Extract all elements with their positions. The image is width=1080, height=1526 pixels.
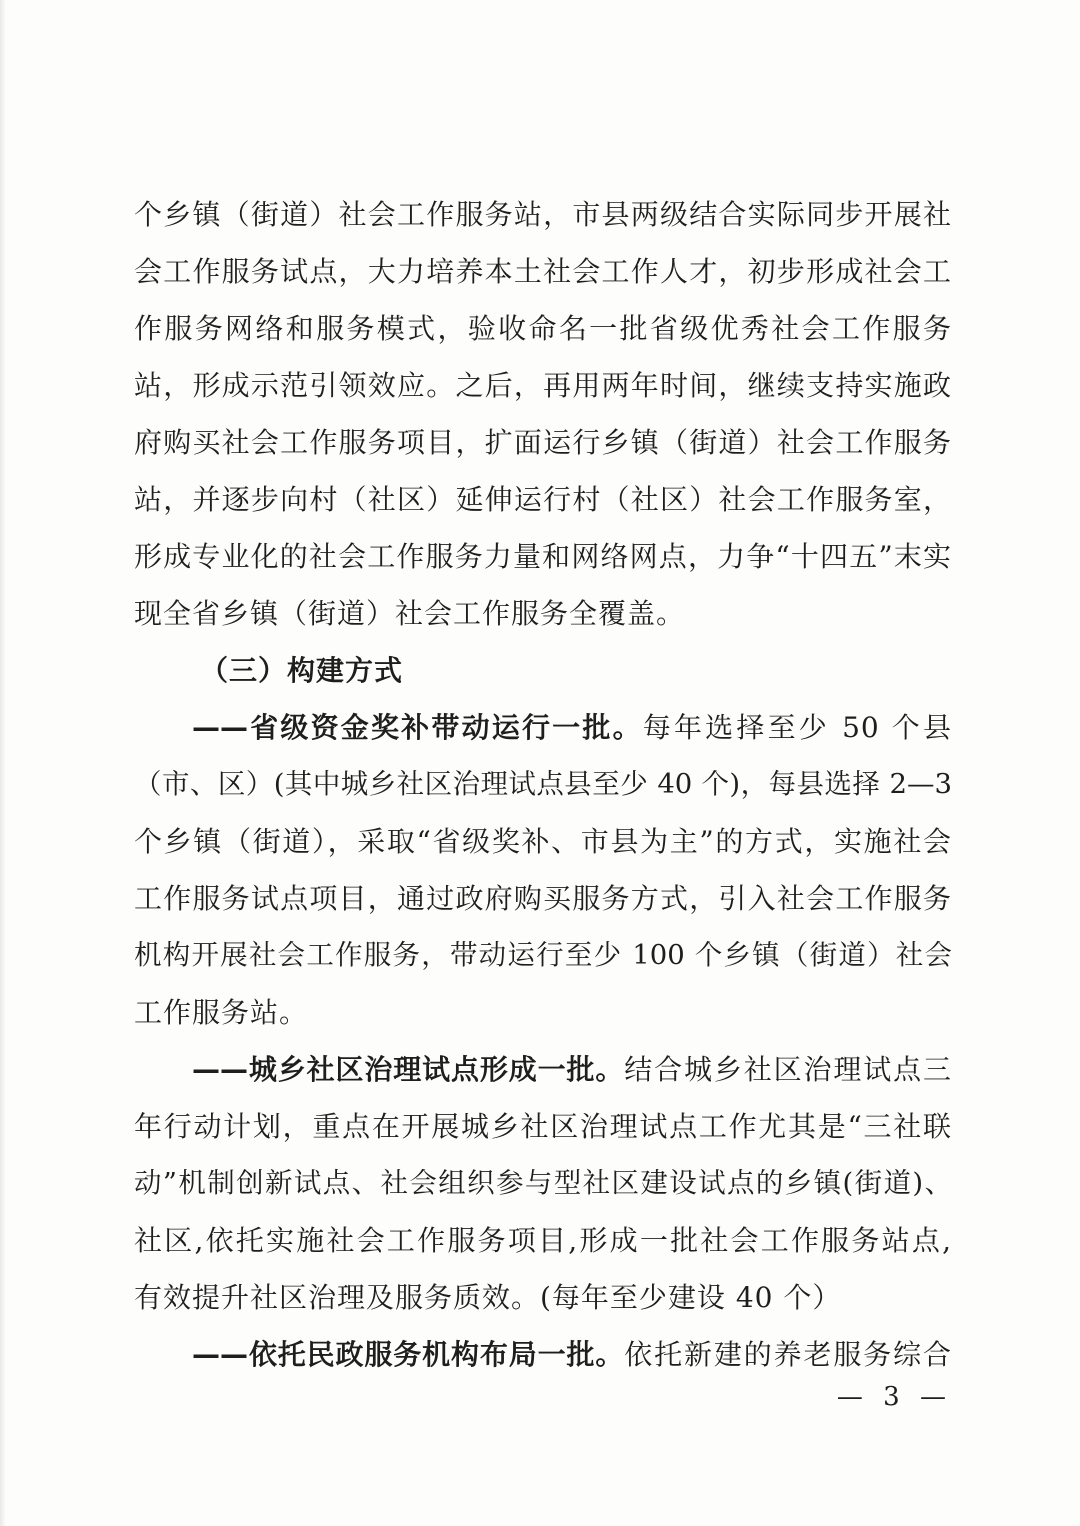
line-text: 形成专业化的社会工作服务力量和网络网点，力争“十四五”末实 — [134, 540, 952, 573]
item-lead: ——依托民政服务机构布局一批。 — [192, 1338, 625, 1371]
line-text: 动”机制创新试点、社会组织参与型社区建设试点的乡镇(街道)、 — [134, 1167, 952, 1199]
text-line-20 — [134, 1269, 952, 1326]
text-line-5 — [134, 414, 952, 471]
text-line-4 — [134, 357, 952, 414]
line-text: 每年选择至少 50 个县 — [642, 711, 952, 744]
text-line-21 — [134, 1326, 952, 1383]
line-text: 个乡镇（街道），采取“省级奖补、市县为主”的方式，实施社会 — [134, 825, 952, 858]
heading-text: （三）构建方式 — [200, 654, 404, 687]
line-text: 会工作服务试点，大力培养本土社会工作人才，初步形成社会工 — [134, 255, 952, 288]
line-text: 有效提升社区治理及服务质效。(每年至少建设 40 个） — [134, 1281, 842, 1314]
line-text: （市、区）(其中城乡社区治理试点县至少 40 个)，每县选择 2—3 — [134, 768, 952, 800]
text-line-8 — [134, 585, 952, 642]
text-line-11 — [134, 756, 952, 813]
section-heading — [134, 642, 952, 699]
text-line-7 — [134, 528, 952, 585]
body-text — [134, 186, 952, 1383]
item-lead: ——城乡社区治理试点形成一批。 — [192, 1053, 625, 1086]
line-text: 社区,依托实施社会工作服务项目,形成一批社会工作服务站点, — [134, 1224, 952, 1257]
text-line-15 — [134, 984, 952, 1041]
line-text: 结合城乡社区治理试点三 — [624, 1053, 952, 1086]
line-text: 工作服务站。 — [134, 996, 309, 1029]
line-text: 年行动计划，重点在开展城乡社区治理试点工作尤其是“三社联 — [134, 1110, 952, 1143]
line-text: 府购买社会工作服务项目，扩面运行乡镇（街道）社会工作服务 — [134, 426, 952, 459]
text-line-1 — [134, 186, 952, 243]
text-line-2 — [134, 243, 952, 300]
scan-edge-shadow — [0, 0, 6, 1526]
item-lead: ——省级资金奖补带动运行一批。 — [192, 711, 643, 744]
text-line-18 — [134, 1155, 952, 1212]
text-line-19 — [134, 1212, 952, 1269]
line-text: 个乡镇（街道）社会工作服务站，市县两级结合实际同步开展社 — [134, 198, 952, 231]
text-line-17 — [134, 1098, 952, 1155]
text-line-12 — [134, 813, 952, 870]
text-line-3 — [134, 300, 952, 357]
text-line-16 — [134, 1041, 952, 1098]
line-text: 机构开展社会工作服务，带动运行至少 100 个乡镇（街道）社会 — [134, 939, 952, 971]
line-text: 站，形成示范引领效应。之后，再用两年时间，继续支持实施政 — [134, 369, 952, 402]
line-text: 工作服务试点项目，通过政府购买服务方式，引入社会工作服务 — [134, 882, 952, 915]
page-number: — 3 — — [836, 1382, 952, 1412]
text-line-13 — [134, 870, 952, 927]
text-line-10 — [134, 699, 952, 756]
text-line-14 — [134, 927, 952, 984]
line-text: 现全省乡镇（街道）社会工作服务全覆盖。 — [134, 597, 686, 630]
line-text: 作服务网络和服务模式，验收命名一批省级优秀社会工作服务 — [134, 312, 952, 345]
line-text: 依托新建的养老服务综合 — [624, 1338, 952, 1371]
text-line-6 — [134, 471, 952, 528]
line-text: 站，并逐步向村（社区）延伸运行村（社区）社会工作服务室， — [134, 483, 952, 516]
